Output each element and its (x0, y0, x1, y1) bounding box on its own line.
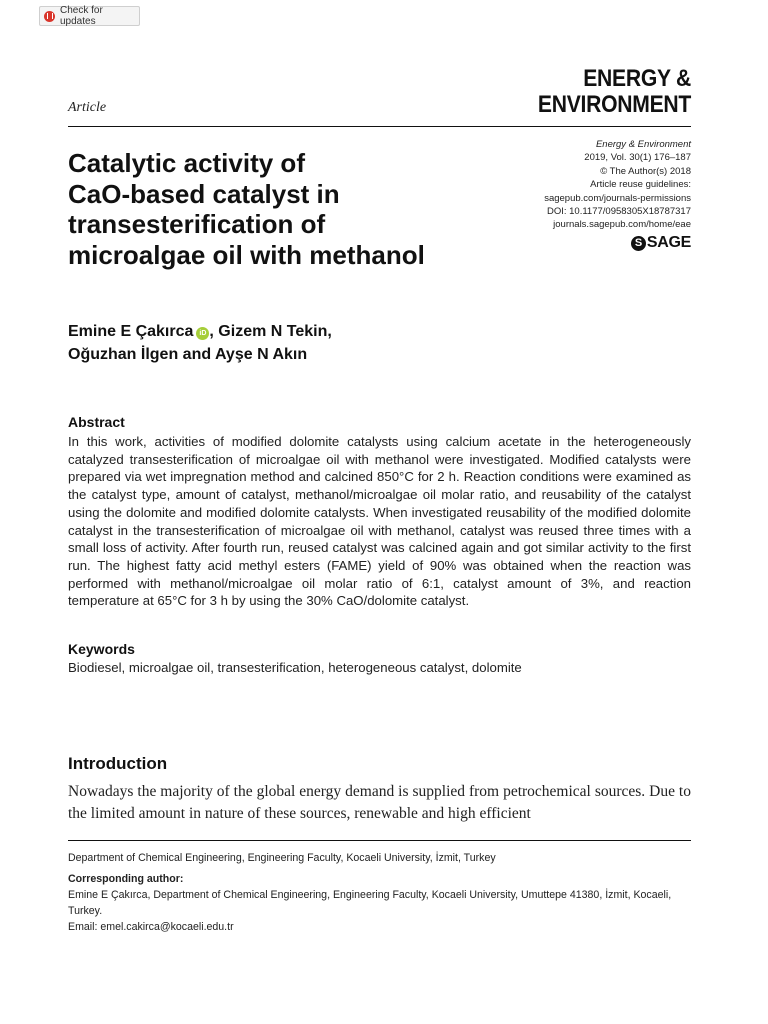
paper-title (68, 148, 508, 270)
footnote-divider (68, 840, 691, 841)
author-name[interactable]: Oğuzhan İlgen and Ayşe N Akın (68, 346, 308, 363)
bookmark-icon (44, 11, 55, 22)
doi-link[interactable]: DOI: 10.1177/0958305X18787317 (546, 206, 691, 218)
sage-wordmark: SAGE (646, 234, 691, 251)
corresponding-author-email[interactable]: Email: emel.cakirca@kocaeli.edu.tr (68, 921, 234, 933)
keywords-heading: Keywords (68, 641, 135, 657)
keywords-text: Biodiesel, microalgae oil, transesterification, heterogeneous catalyst, dolomite (68, 660, 522, 675)
abstract-text: In this work, activities of modified dolomite catalysts using calcium acetate in the heterogeneously catalyzed transesterification of microalgae oil with methanol were investigated. Modified catalysts were prepared via wet impregnation method and calcined 850°C for 2 h. Reaction conditions were examined as the catalyst type, amount of catalyst, methanol/microalgae oil molar ratio, and reusability of the catalyst using the dolomite and modified dolomite catalysts. When investigated reusability of the modified dolomite catalyst in the transesterification of microalgae oil with methanol, catalyst was reused three times with a small loss of activity. After fourth run, reused catalyst was calcined again and got similar activity to the first run. The highest fatty acid methyl esters (FAME) yield of 90% was obtained when the reaction was performed with methanol/microalgae oil molar ratio of 6:1, catalyst amount of 3%, and reaction temperature at 65°C for 3 h by using the 30% CaO/dolomite catalyst. (68, 434, 691, 609)
introduction-text: Nowadays the majority of the global energy demand is supplied from petrochemical sources. Due to the limited amount in nature of these sources, renewable and high efficient (68, 783, 691, 822)
article-type: Article (68, 100, 107, 115)
corresponding-author-address: Emine E Çakırca, Department of Chemical Engineering, Engineering Faculty, Kocaeli University, Umuttepe 41380, İzmit, Kocaeli, Turkey. (68, 889, 672, 917)
orcid-icon[interactable]: iD (196, 327, 209, 340)
author-name[interactable]: Emine E Çakırca (68, 323, 194, 340)
title-line: Catalytic activity of (68, 148, 305, 178)
journal-logo-line1: ENERGY & (583, 65, 691, 92)
meta-citation: 2019, Vol. 30(1) 176–187 (584, 152, 691, 164)
title-line: transesterification of (68, 209, 326, 239)
check-for-updates-button[interactable] (39, 6, 140, 26)
abstract-heading: Abstract (68, 414, 125, 430)
author-name[interactable]: , Gizem N Tekin, (209, 323, 332, 340)
reuse-guidelines-link[interactable]: sagepub.com/journals-permissions (544, 192, 691, 204)
title-line: CaO-based catalyst in (68, 178, 340, 209)
title-line: microalgae oil with methanol (68, 239, 425, 270)
journal-home-link[interactable]: journals.sagepub.com/home/eae (553, 219, 691, 231)
publication-meta (544, 138, 691, 232)
corresponding-author-label: Corresponding author: (68, 873, 184, 885)
meta-journal-name: Energy & Environment (595, 139, 691, 150)
author-list (68, 320, 568, 366)
check-for-updates-label: Check for updates (60, 5, 103, 27)
introduction-heading: Introduction (68, 754, 168, 773)
meta-reuse-label: Article reuse guidelines: (590, 179, 691, 191)
header-divider (68, 126, 691, 127)
meta-copyright: © The Author(s) 2018 (600, 165, 691, 177)
sage-s-icon: S (631, 236, 646, 251)
journal-logo (538, 66, 691, 118)
affiliation-note: Department of Chemical Engineering, Engineering Faculty, Kocaeli University, İzmit, Turkey (68, 852, 496, 864)
sage-logo (631, 234, 691, 252)
journal-logo-line2: ENVIRONMENT (537, 91, 691, 118)
footnotes (68, 850, 691, 935)
